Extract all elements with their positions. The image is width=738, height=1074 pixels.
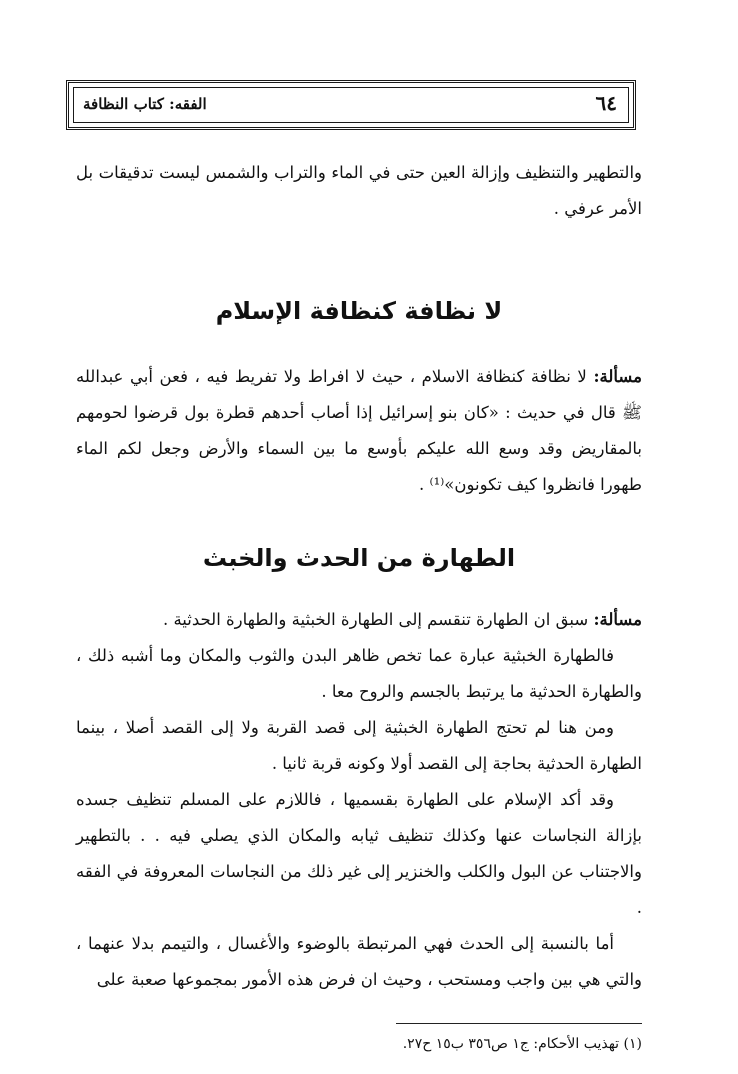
intro-text: والتطهير والتنظيف وإزالة العين حتى في الماء والتراب والشمس ليست تدقيقات بل الأمر عرفي . [76,163,642,218]
section-heading-1: لا نظافة كنظافة الإسلام [215,297,503,325]
section2-para-5: أما بالنسبة إلى الحدث فهي المرتبطة بالوضوء والأغسال ، والتيمم بدلا عنهما ، والتي هي بين واجب ومستحب ، وحيث ان فرض هذه الأمور بمجموعها صعبة على [76,934,642,989]
header-title: الفقه: كتاب النظافة [83,95,207,113]
section2-body [76,602,642,998]
section1-paragraph [76,359,642,503]
page-number: ٦٤ [595,91,617,115]
footnote: (١) تهذيب الأحكام: ج١ ص٣٥٦ ب١٥ ح٢٧. [402,1036,642,1052]
running-header [66,80,636,130]
section1-text: لا نظافة كنظافة الاسلام ، حيث لا افراط ولا تفريط فيه ، فعن أبي عبدالله ﷺ قال في حديث : «كان بنو إسرائيل إذا أصاب أحدهم قطرة بول قرضوا لحومهم بالمقاريض وقد وسع الله عليكم بأوسع ما بين السماء والأرض وجعل لكم الماء طهورا فانظروا كيف تكونون»⁽¹⁾ . [76,367,642,494]
section-heading-2: الطهارة من الحدث والخبث [202,544,516,572]
section2-para-2: فالطهارة الخبثية عبارة عما تخص ظاهر البدن والثوب والمكان وما أشبه ذلك ، والطهارة الحدثية ما يرتبط بالجسم والروح معا . [76,646,642,701]
section2-text-1: سبق ان الطهارة تنقسم إلى الطهارة الخبثية والطهارة الحدثية . [162,610,589,629]
section1-body [76,359,642,503]
lead-label: مسألة: [593,610,642,629]
section2-para-1 [76,602,642,638]
intro-paragraph [76,155,642,227]
section2-para-3: ومن هنا لم تحتج الطهارة الخبثية إلى قصد القربة ولا إلى القصد أصلا ، بينما الطهارة الحدثية بحاجة إلى القصد أولا وكونه قربة ثانيا . [76,718,642,773]
section2-para-4: وقد أكد الإسلام على الطهارة بقسميها ، فاللازم على المسلم تنظيف جسده بإزالة النجاسات عنها وكذلك تنظيف ثيابه والمكان الذي يصلي فيه . . بالتطهير والاجتناب عن البول والكلب والخنزير إلى غير ذلك من النجاسات المعروفة في الفقه . [76,790,642,917]
lead-label: مسألة: [593,367,642,386]
footnote-divider [396,1023,642,1024]
